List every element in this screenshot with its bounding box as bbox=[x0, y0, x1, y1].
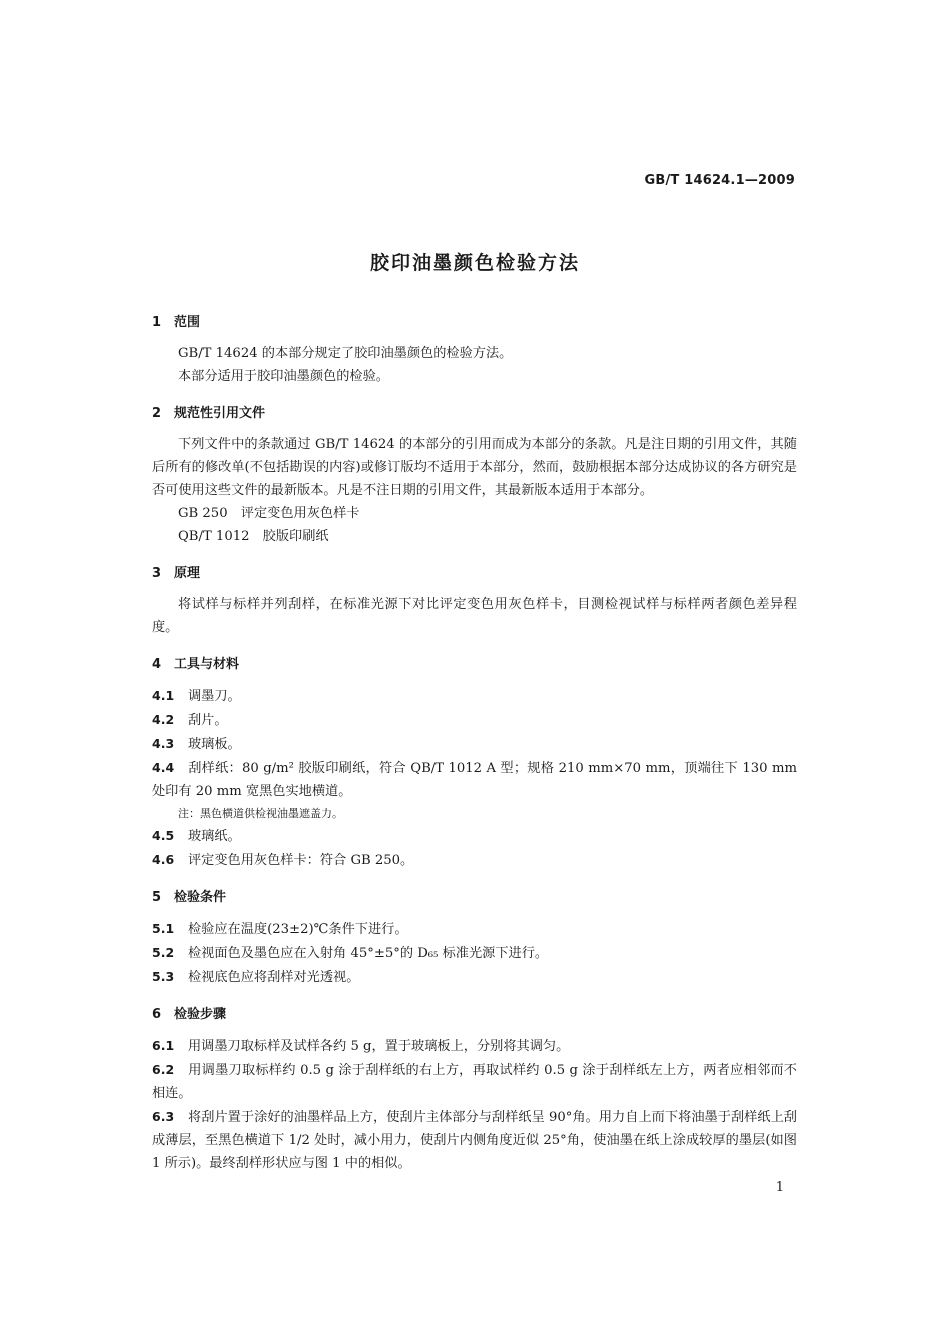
section-3-para: 将试样与标样并列刮样，在标准光源下对比评定变色用灰色样卡，目测检视试样与标样两者颜色差异程度。 bbox=[152, 597, 797, 635]
note-4-4: 注：黑色横道供检视油墨遮盖力。 bbox=[178, 807, 343, 820]
section-2-para: 下列文件中的条款通过 GB/T 14624 的本部分的引用而成为本部分的条款。凡是注日期的引用文件，其随后所有的修改单(不包括勘误的内容)或修订版均不适用于本部分，然而，鼓励根据本部分达成协议的各方研究是否可使用这些文件的最新版本。凡是不注日期的引用文件，其最新版本适用于本部分。 bbox=[152, 437, 797, 498]
section-6-heading: 6 检验步骤 bbox=[152, 1007, 227, 1022]
document-title: 胶印油墨颜色检验方法 bbox=[369, 252, 580, 274]
section-2-heading: 2 规范性引用文件 bbox=[152, 406, 266, 421]
section-1-para-1: GB/T 14624 的本部分规定了胶印油墨颜色的检验方法。 bbox=[178, 346, 513, 361]
reference-gb250: GB 250 评定变色用灰色样卡 bbox=[178, 506, 360, 521]
clause-5-3: 5.3 检视底色应将刮样对光透视。 bbox=[152, 969, 360, 985]
clause-6-1: 6.1 用调墨刀取标样及试样各约 5 g，置于玻璃板上，分别将其调匀。 bbox=[152, 1038, 570, 1054]
clause-5-1: 5.1 检验应在温度(23±2)℃条件下进行。 bbox=[152, 921, 408, 937]
section-1-para-2: 本部分适用于胶印油墨颜色的检验。 bbox=[178, 369, 389, 384]
clause-4-4: 4.4 刮样纸：80 g/m² 胶版印刷纸，符合 QB/T 1012 A 型；规格 210 mm×70 mm，顶端往下 130 mm 处印有 20 mm 宽黑色实地横道。 bbox=[152, 760, 797, 799]
section-1-heading: 1 范围 bbox=[152, 315, 201, 330]
section-3-heading: 3 原理 bbox=[152, 566, 201, 581]
clause-4-1: 4.1 调墨刀。 bbox=[152, 688, 241, 704]
section-4-heading: 4 工具与材料 bbox=[152, 657, 240, 672]
standard-code: GB/T 14624.1—2009 bbox=[644, 173, 795, 188]
clause-4-6: 4.6 评定变色用灰色样卡：符合 GB 250。 bbox=[152, 852, 414, 868]
section-5-heading: 5 检验条件 bbox=[152, 890, 227, 905]
clause-5-2: 5.2 检视面色及墨色应在入射角 45°±5°的 D₆₅ 标准光源下进行。 bbox=[152, 945, 549, 961]
page-number: 1 bbox=[775, 1180, 784, 1195]
reference-qbt1012: QB/T 1012 胶版印刷纸 bbox=[178, 529, 329, 544]
clause-6-2: 6.2 用调墨刀取标样约 0.5 g 涂于刮样纸的右上方，再取试样约 0.5 g 涂于刮样纸左上方，两者应相邻而不相连。 bbox=[152, 1062, 797, 1101]
document-body bbox=[152, 311, 797, 1175]
clause-4-5: 4.5 玻璃纸。 bbox=[152, 828, 241, 844]
clause-4-3: 4.3 玻璃板。 bbox=[152, 736, 241, 752]
clause-6-3: 6.3 将刮片置于涂好的油墨样品上方，使刮片主体部分与刮样纸呈 90°角。用力自上而下将油墨于刮样纸上刮成薄层，至黑色横道下 1/2 处时，减小用力，使刮片内侧角度近似 25°角，使油墨在纸上涂成较厚的墨层(如图 1 所示)。最终刮样形状应与图 1 中的相似。 bbox=[152, 1109, 797, 1171]
clause-4-2: 4.2 刮片。 bbox=[152, 712, 228, 728]
